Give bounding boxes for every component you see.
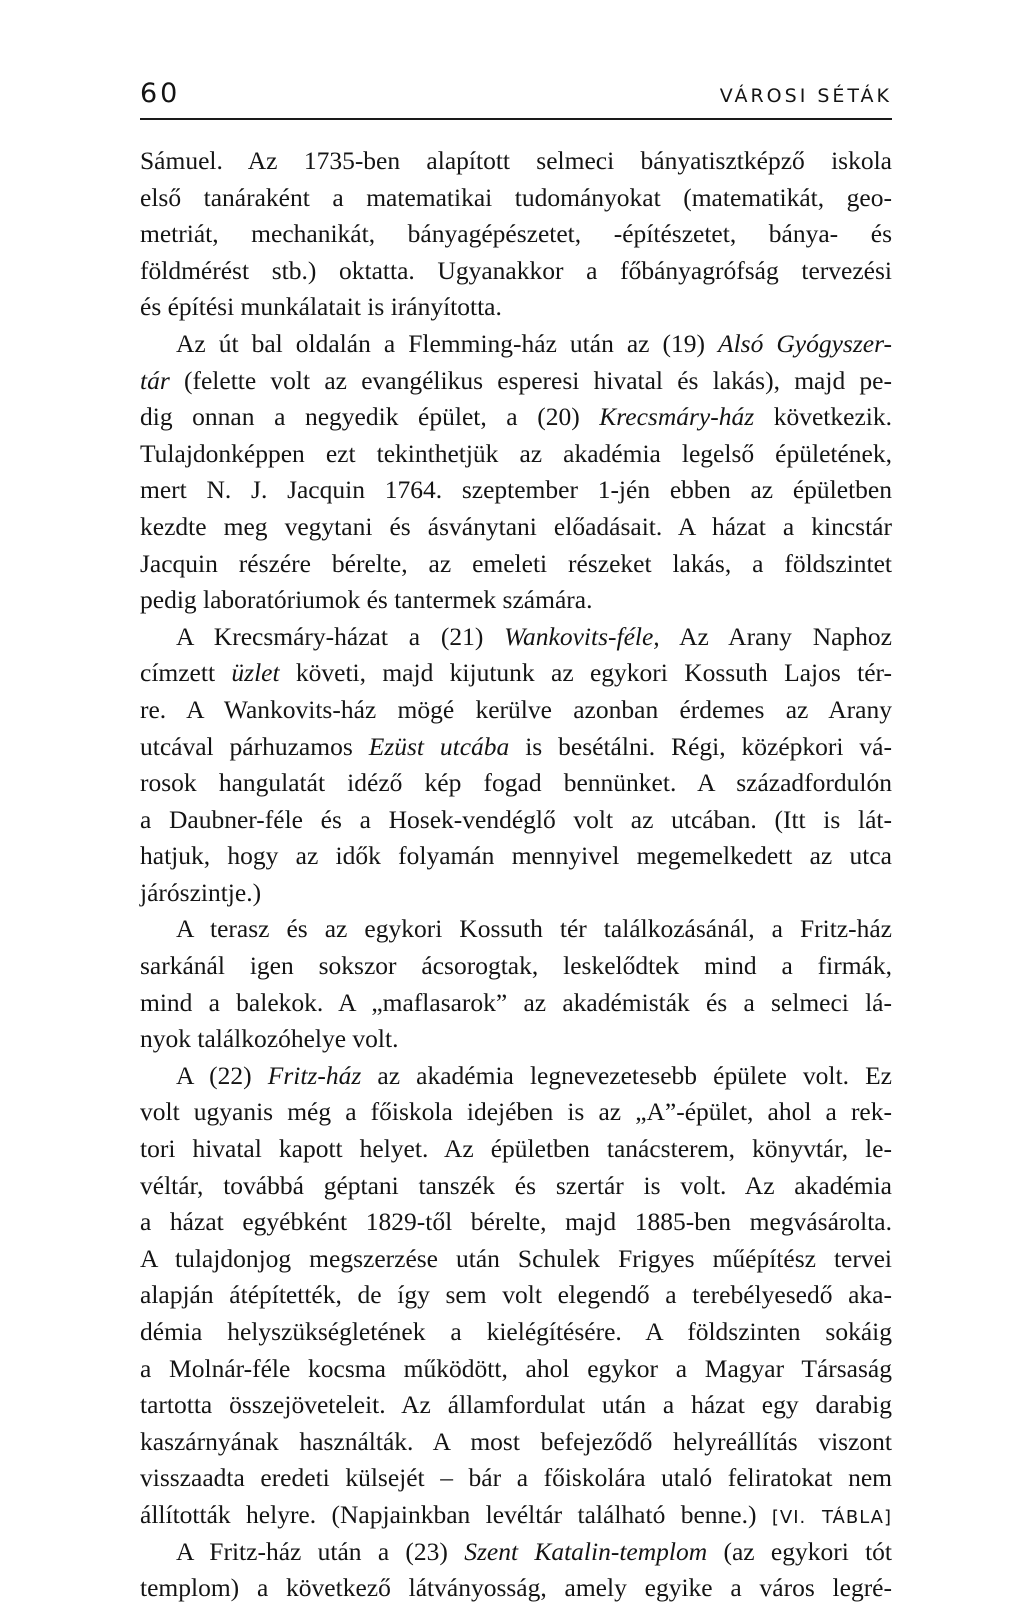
text-segment: címzett [140,658,232,688]
text-segment: állították helyre. (Napjainkban levéltár található benne.) [140,1499,772,1529]
text-line [140,399,892,436]
italic-text: Wankovits-féle, [504,621,660,651]
text-segment: Az Arany Naphoz [659,621,893,651]
text-line [140,180,892,217]
text-line [140,655,892,692]
text-segment: Az út bal oldalán a Flemming-ház után az (19) [176,328,719,358]
text-segment: A Krecsmáry-házat a (21) [176,621,505,651]
text-line [140,802,892,839]
text-line [140,253,892,290]
text-segment: a Molnár-féle kocsma működött, ahol egykor a Magyar Társaság [140,1353,892,1383]
text-segment: Tulajdonképpen ezt tekinthetjük az akadémia legelső épületének, [140,438,892,468]
text-segment: A terasz és az egykori Kossuth tér találkozásánál, a Fritz-ház [176,914,892,944]
text-line [140,985,892,1022]
text-line [140,289,892,326]
text-segment: A Fritz-ház után a (23) [176,1536,465,1566]
text-segment: követi, majd kijutunk az egykori Kossuth Lajos tér- [279,658,893,688]
text-segment: Sámuel. Az 1735-ben alapított selmeci bányatisztképző iskola [140,146,892,175]
text-line [140,1058,892,1095]
text-segment: az akadémia legnevezetesebb épülete volt. Ez [361,1060,892,1090]
text-segment: visszaadta eredeti külsejét – bár a főiskolára utaló feliratokat nem [140,1463,892,1493]
text-segment: rosok hangulatát idéző kép fogad bennünket. A századfordulón [140,768,892,798]
text-segment: volt ugyanis még a főiskola idejében is az „A”-épület, ahol a rek- [140,1097,892,1127]
text-segment: mert N. J. Jacquin 1764. szeptember 1-jén ebben az épületben [140,475,892,505]
text-segment: járószintje.) [140,877,262,907]
italic-text: tár [140,365,170,395]
text-line [140,948,892,985]
text-segment: tori hivatal kapott helyet. Az épületben tanácsterem, könyvtár, le- [140,1134,892,1164]
text-segment: hatjuk, hogy az idők folyamán mennyivel megemelkedett az utca [140,841,892,871]
text-segment: és építési munkálatait is irányította. [140,292,502,322]
text-line [140,1314,892,1351]
text-segment: első tanáraként a matematikai tudományokat (matematikát, geo- [140,182,892,212]
text-segment: a házat egyébként 1829-től bérelte, majd 1885-ben megvásárolta. [140,1207,892,1237]
text-line [140,692,892,729]
text-segment: földmérést stb.) oktatta. Ugyanakkor a főbányagrófság tervezési [140,255,892,285]
text-segment: dig onnan a negyedik épület, a (20) [140,402,600,432]
running-title: VÁROSI SÉTÁK [719,85,892,107]
text-segment: kaszárnyának használták. A most befejeződő helyreállítás viszont [140,1426,892,1456]
text-segment: (az egykori tót [707,1536,892,1566]
running-head [140,72,892,120]
text-line [140,582,892,619]
text-line [140,1277,892,1314]
text-line [140,838,892,875]
text-segment: A (22) [176,1060,268,1090]
text-line [140,1460,892,1497]
body-text [140,143,892,1607]
page-number: 60 [140,78,181,109]
text-segment: következik. [754,402,892,432]
text-line [140,143,892,180]
text-segment: alapján átépítették, de így sem volt elegendő a terebélyesedő aka- [140,1280,892,1310]
italic-text: Krecsmáry-ház [599,402,755,432]
text-segment: (felette volt az evangélikus esperesi hivatal és lakás), majd pe- [169,365,892,395]
text-segment: sarkánál igen sokszor ácsorogtak, leskelődtek mind a firmák, [140,951,892,981]
text-line [140,1534,892,1571]
text-segment: pedig laboratóriumok és tantermek számára. [140,585,593,615]
text-segment: templom) a következő látványosság, amely egyike a város legré- [140,1573,892,1603]
text-segment: a Daubner-féle és a Hosek-vendéglő volt az utcában. (Itt is lát- [140,804,892,834]
text-line [140,1497,892,1534]
text-segment: A tulajdonjog megszerzése után Schulek Frigyes műépítész tervei [140,1243,892,1273]
text-line [140,216,892,253]
text-line [140,472,892,509]
text-segment: Jacquin részére bérelte, az emeleti részeket lakás, a földszintet [140,548,892,578]
text-line [140,509,892,546]
text-segment: véltár, továbbá géptani tanszék és szertár is volt. Az akadémia [140,1170,892,1200]
text-line [140,1424,892,1461]
text-line [140,1241,892,1278]
text-segment: mind a balekok. A „maflasarok” az akadémisták és a selmeci lá- [140,987,892,1017]
text-segment: nyok találkozóhelye volt. [140,1024,399,1054]
text-line [140,1204,892,1241]
text-line [140,1570,892,1607]
italic-text: Alsó Gyógyszer- [718,328,892,358]
text-line [140,619,892,656]
text-line [140,729,892,766]
text-segment: re. A Wankovits-ház mögé kerülve azonban érdemes az Arany [140,694,892,724]
plate-reference: [VI. TÁBLA] [771,1506,892,1528]
italic-text: Ezüst utcába [368,731,510,761]
text-line [140,1131,892,1168]
text-line [140,875,892,912]
text-line [140,765,892,802]
text-segment: tartotta összejöveteleit. Az államfordulat után a házat egy darabig [140,1390,892,1420]
text-segment: is besétálni. Régi, középkori vá- [509,731,892,761]
text-line [140,436,892,473]
text-line [140,1021,892,1058]
text-line [140,1094,892,1131]
text-line [140,326,892,363]
text-line [140,363,892,400]
text-line [140,911,892,948]
italic-text: üzlet [231,658,280,688]
text-line [140,546,892,583]
text-segment: kezdte meg vegytani és ásványtani előadásait. A házat a kincstár [140,511,892,541]
text-line [140,1387,892,1424]
text-line [140,1168,892,1205]
italic-text: Fritz-ház [267,1060,362,1090]
text-line [140,1351,892,1388]
text-segment: démia helyszükségletének a kielégítésére. A földszinten sokáig [140,1317,892,1346]
text-segment: utcával párhuzamos [140,731,369,761]
text-segment: metriát, mechanikát, bányagépészetet, -építészetet, bánya- és [140,219,892,249]
italic-text: Szent Katalin-templom [464,1536,708,1566]
